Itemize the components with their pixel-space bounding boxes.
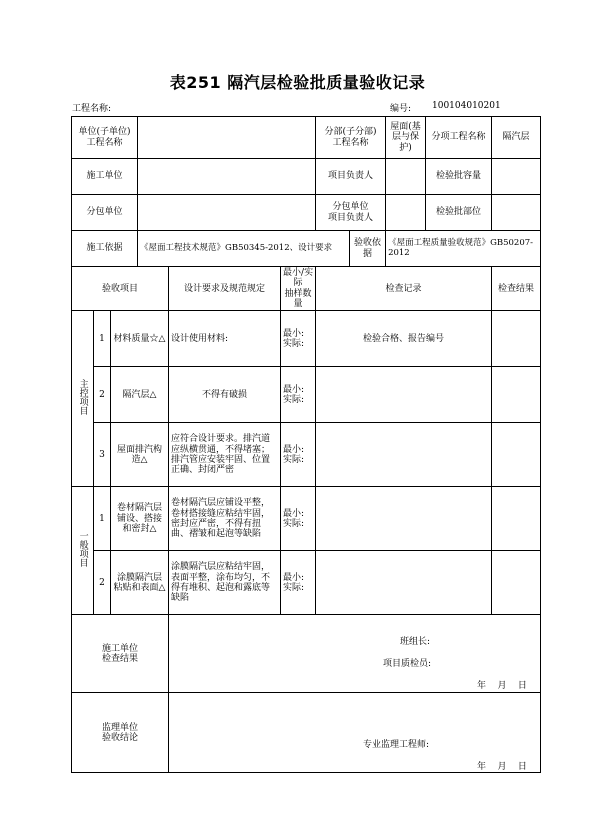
code-value: 100104010201: [432, 101, 501, 111]
team-lead-label: 班组长:: [400, 636, 431, 647]
sample-actual-label: 实际:: [283, 518, 305, 529]
main-item-name: 屋面排汽构造△: [111, 423, 169, 487]
main-item-no: 1: [94, 311, 111, 367]
code-label: 编号:: [390, 104, 412, 114]
general-item-name: 卷材隔汽层铺设、搭接和密封△: [111, 487, 169, 551]
sample-min-label: 最小:: [283, 572, 305, 583]
sample-min-label: 最小:: [283, 328, 305, 339]
project-lead-value[interactable]: [386, 159, 426, 195]
inspector-label: 项目质检员:: [383, 658, 432, 669]
main-item-no: 3: [94, 423, 111, 487]
acceptance-basis-value: 《屋面工程质量验收规范》GB50207-2012: [386, 231, 541, 267]
sample-cell[interactable]: [281, 423, 316, 487]
contractor-check-label: 施工单位 检查结果: [72, 615, 169, 693]
acceptance-record-table: [71, 116, 541, 773]
sample-actual-label: 实际:: [283, 454, 305, 465]
sample-cell[interactable]: [281, 311, 316, 367]
general-item-requirement: 卷材隔汽层应铺设平整，卷材搭接缝应粘结牢固，密封应严密，不得有扭曲、褶皱和起泡等缺陷: [169, 487, 281, 551]
contractor-value[interactable]: [138, 159, 316, 195]
batch-capacity-label: 检验批容量: [426, 159, 492, 195]
sample-cell[interactable]: [281, 367, 316, 423]
contractor-date: 年 月 日: [477, 680, 527, 691]
main-item-record: [316, 423, 492, 487]
main-item-name: 材料质量☆△: [111, 311, 169, 367]
main-item-requirement: 应符合设计要求。排汽道应纵横贯通，不得堵塞；排汽管应安装牢固、位置正确、封闭严密: [169, 423, 281, 487]
contractor-label: 施工单位: [72, 159, 138, 195]
main-item-requirement: 不得有破损: [169, 367, 281, 423]
sample-min-label: 最小:: [283, 384, 305, 395]
supervisor-check-area[interactable]: [169, 693, 541, 773]
sample-min-label: 最小:: [283, 508, 305, 519]
basis-label: 施工依据: [72, 231, 138, 267]
supervisor-engineer-label: 专业监理工程师:: [363, 739, 430, 750]
batch-location-label: 检验批部位: [426, 195, 492, 231]
main-item-record: [316, 367, 492, 423]
main-item-requirement: 设计使用材料:: [169, 311, 281, 367]
col-record-header: 检查记录: [316, 267, 492, 311]
main-group-label: 主控项目: [72, 311, 94, 487]
sample-cell[interactable]: [281, 487, 316, 551]
subcontractor-value[interactable]: [138, 195, 316, 231]
general-item-no: 2: [94, 551, 111, 615]
general-item-record: [316, 487, 492, 551]
contractor-check-area[interactable]: [169, 615, 541, 693]
batch-capacity-value[interactable]: [492, 159, 541, 195]
sub-lead-value[interactable]: [386, 195, 426, 231]
main-item-no: 2: [94, 367, 111, 423]
sample-actual-label: 实际:: [283, 338, 305, 349]
unit-name-value[interactable]: [138, 117, 316, 159]
subcontractor-label: 分包单位: [72, 195, 138, 231]
col-requirement-header: 设计要求及规范规定: [169, 267, 281, 311]
main-item-result[interactable]: [492, 423, 541, 487]
subitem-value: 隔汽层: [492, 117, 541, 159]
subitem-label: 分项工程名称: [426, 117, 492, 159]
sample-actual-label: 实际:: [283, 582, 305, 593]
col-item-header: 验收项目: [72, 267, 169, 311]
general-item-record: [316, 551, 492, 615]
sample-min-label: 最小:: [283, 444, 305, 455]
acceptance-basis-label: 验收依据: [350, 231, 386, 267]
supervisor-date: 年 月 日: [477, 761, 527, 772]
division-label: 分部(子分部) 工程名称: [316, 117, 386, 159]
general-item-no: 1: [94, 487, 111, 551]
sample-actual-label: 实际:: [283, 394, 305, 405]
basis-value: 《屋面工程技术规范》GB50345-2012、设计要求: [138, 231, 350, 267]
main-item-name: 隔汽层△: [111, 367, 169, 423]
sample-cell[interactable]: [281, 551, 316, 615]
general-item-result[interactable]: [492, 487, 541, 551]
main-item-result[interactable]: [492, 367, 541, 423]
main-item-result[interactable]: [492, 311, 541, 367]
supervisor-check-label: 监理单位 验收结论: [72, 693, 169, 773]
col-result-header: 检查结果: [492, 267, 541, 311]
unit-name-label: 单位(子单位) 工程名称: [72, 117, 138, 159]
project-name-label: 工程名称:: [72, 104, 112, 114]
general-item-result[interactable]: [492, 551, 541, 615]
general-group-label: 一般项目: [72, 487, 94, 615]
general-item-name: 涂膜隔汽层粘贴和表面△: [111, 551, 169, 615]
project-lead-label: 项目负责人: [316, 159, 386, 195]
col-sampling-header: 最小/实际 抽样数量: [281, 267, 316, 311]
main-item-record: 检验合格、报告编号: [316, 311, 492, 367]
batch-location-value[interactable]: [492, 195, 541, 231]
sub-lead-label: 分包单位 项目负责人: [316, 195, 386, 231]
division-value: 屋面(基层与保护): [386, 117, 426, 159]
general-item-requirement: 涂膜隔汽层应粘结牢固，表面平整，涂布均匀，不得有堆积、起泡和露底等缺陷: [169, 551, 281, 615]
page-title: 表251 隔汽层检验批质量验收记录: [169, 73, 426, 92]
